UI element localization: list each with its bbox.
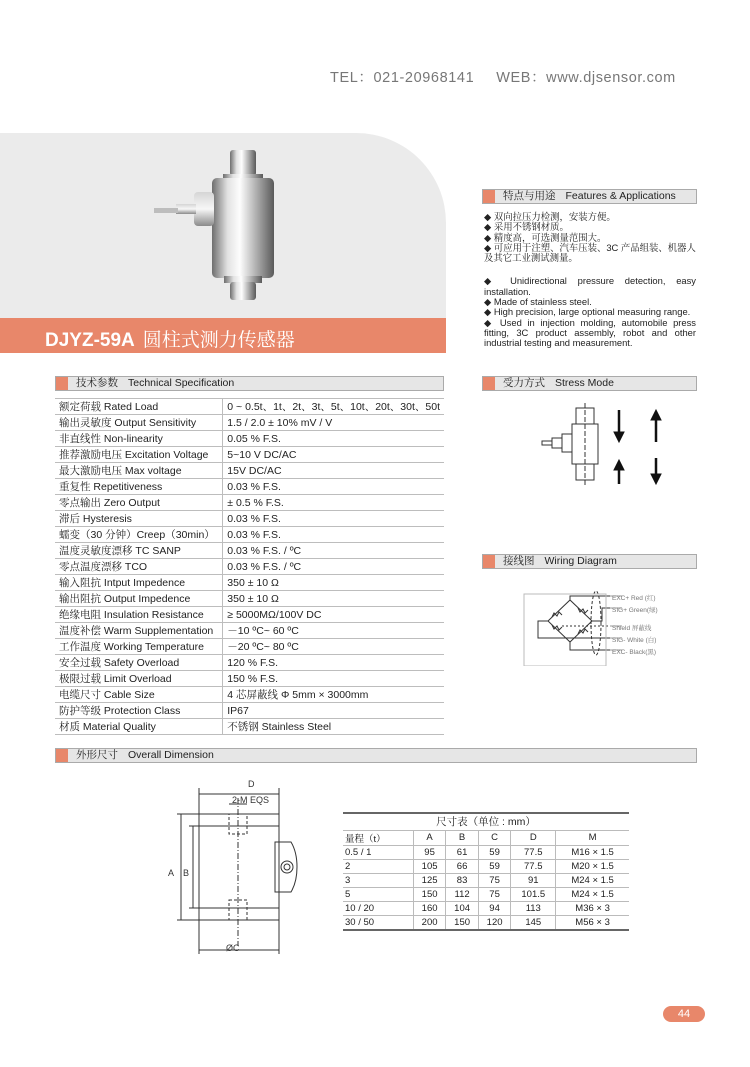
- spec-value: IP67: [223, 703, 444, 719]
- dimension-cell: 3: [343, 873, 413, 887]
- spec-key: 输出阻抗 Output Impedence: [55, 591, 223, 607]
- dimension-column-header: B: [446, 830, 479, 845]
- spec-table: [55, 398, 444, 735]
- dimension-cell: 59: [478, 845, 511, 859]
- spec-key: 安全过载 Safety Overload: [55, 655, 223, 671]
- dimension-cell: M24 × 1.5: [556, 873, 629, 887]
- spec-row: [55, 399, 444, 415]
- feature-cn-1: ◆ 双向拉压力检测，安装方便。: [484, 211, 616, 222]
- spec-key: 温度补偿 Warm Supplementation: [55, 623, 223, 639]
- spec-key: 工作温度 Working Temperature: [55, 639, 223, 655]
- dimension-cell: 61: [446, 845, 479, 859]
- tel-text: TEL：021-20968141: [330, 70, 475, 86]
- spec-value: 0.03 % F.S.: [223, 511, 444, 527]
- dimension-cell: 101.5: [511, 888, 556, 902]
- feature-en-4: ◆ Used in injection molding, automobile press fitting, 3C product assembly, robot and other industrial testing and measurement.: [484, 316, 696, 349]
- spec-key: 极限过载 Limit Overload: [55, 671, 223, 687]
- dimension-cell: M16 × 1.5: [556, 845, 629, 859]
- dimension-column-header: A: [413, 830, 446, 845]
- spec-value: 5~10 V DC/AC: [223, 447, 444, 463]
- spec-row: [55, 479, 444, 495]
- wire-label-shield: Shield 屏蔽线: [612, 625, 652, 632]
- product-title: [45, 325, 295, 352]
- feature-en-3: ◆ High precision, large optional measuring range.: [484, 306, 691, 318]
- dimension-cell: 91: [511, 873, 556, 887]
- spec-key: 输入阻抗 Intput Impedence: [55, 575, 223, 591]
- spec-value: 0.03 % F.S. / ºC: [223, 559, 444, 575]
- dimension-cell: 75: [478, 873, 511, 887]
- spec-value: －10 ºC~ 60 ºC: [223, 623, 444, 639]
- spec-value: 15V DC/AC: [223, 463, 444, 479]
- wire-label-exc-plus: EXC+ Red (红): [612, 595, 656, 602]
- spec-key: 滞后 Hysteresis: [55, 511, 223, 527]
- dimension-cell: 112: [446, 888, 479, 902]
- spec-key: 防护等级 Protection Class: [55, 703, 223, 719]
- spec-row: [55, 447, 444, 463]
- spec-row: [55, 655, 444, 671]
- dimension-cell: 94: [478, 902, 511, 916]
- spec-value: 350 ± 10 Ω: [223, 575, 444, 591]
- feature-cn-4: ◆ 可应用于注塑、汽车压装、3C 产品组装、机器人及其它工业测试测量。: [484, 241, 696, 264]
- dimension-cell: 145: [511, 916, 556, 930]
- spec-value: 0.05 % F.S.: [223, 431, 444, 447]
- features-text: [484, 212, 696, 349]
- dimension-row: [343, 859, 629, 873]
- spec-value: 150 % F.S.: [223, 671, 444, 687]
- spec-row: [55, 623, 444, 639]
- dimension-row: [343, 845, 629, 859]
- dimension-cell: 77.5: [511, 859, 556, 873]
- spec-value: 350 ± 10 Ω: [223, 591, 444, 607]
- dim-label-d: D: [248, 779, 255, 789]
- features-heading: 特点与用途 Features & Applications: [482, 189, 697, 204]
- spec-row: [55, 591, 444, 607]
- dimension-cell: M24 × 1.5: [556, 888, 629, 902]
- spec-key: 重复性 Repetitiveness: [55, 479, 223, 495]
- spec-value: 0 ~ 0.5t、1t、2t、3t、5t、10t、20t、30t、50t: [223, 399, 444, 415]
- wiring-heading: 接线图 Wiring Diagram: [482, 554, 697, 569]
- dim-label-c: ØC: [226, 943, 240, 953]
- dimension-cell: 30 / 50: [343, 916, 413, 930]
- spec-value: 4 芯屏蔽线 Φ 5mm × 3000mm: [223, 687, 444, 703]
- spec-row: [55, 639, 444, 655]
- dimension-row: [343, 902, 629, 916]
- spec-key: 额定荷载 Rated Load: [55, 399, 223, 415]
- spec-key: 蠕变（30 分钟）Creep（30min）: [55, 527, 223, 543]
- spec-value: －20 ºC~ 80 ºC: [223, 639, 444, 655]
- spec-key: 电缆尺寸 Cable Size: [55, 687, 223, 703]
- dimension-column-header: C: [478, 830, 511, 845]
- spec-key: 材质 Material Quality: [55, 719, 223, 735]
- dimension-cell: 10 / 20: [343, 902, 413, 916]
- feature-en-2: ◆ Made of stainless steel.: [484, 296, 592, 308]
- spec-value: 0.03 % F.S.: [223, 479, 444, 495]
- dimension-row: [343, 873, 629, 887]
- web-text: WEB：www.djsensor.com: [496, 70, 676, 86]
- product-name-cn: 圆柱式测力传感器: [142, 330, 295, 351]
- dimension-cell: 150: [413, 888, 446, 902]
- dimension-cell: 66: [446, 859, 479, 873]
- wire-label-sig-plus: SIG+ Green(绿): [612, 607, 658, 614]
- stress-mode-figure: [530, 398, 670, 493]
- dimension-cell: 120: [478, 916, 511, 930]
- dimension-row: [343, 888, 629, 902]
- dim-label-m: 2-M EQS: [232, 795, 270, 805]
- spec-row: [55, 543, 444, 559]
- contact-info: [330, 66, 676, 87]
- spec-row: [55, 431, 444, 447]
- dimension-cell: 125: [413, 873, 446, 887]
- spec-value: ± 0.5 % F.S.: [223, 495, 444, 511]
- feature-cn-3: ◆ 精度高，可选测量范围大。: [484, 231, 607, 243]
- spec-value: 0.03 % F.S. / ºC: [223, 543, 444, 559]
- spec-value: ≥ 5000MΩ/100V DC: [223, 607, 444, 623]
- dimension-cell: M56 × 3: [556, 916, 629, 930]
- dimension-row: [343, 916, 629, 930]
- dimension-cell: 2: [343, 859, 413, 873]
- spec-row: [55, 687, 444, 703]
- dimension-cell: 104: [446, 902, 479, 916]
- spec-row: [55, 671, 444, 687]
- spec-key: 推荐激励电压 Excitation Voltage: [55, 447, 223, 463]
- spec-row: [55, 719, 444, 735]
- dimension-cell: 5: [343, 888, 413, 902]
- spec-key: 非直线性 Non-linearity: [55, 431, 223, 447]
- spec-row: [55, 463, 444, 479]
- spec-value: 不锈钢 Stainless Steel: [223, 719, 444, 735]
- dimension-cell: 59: [478, 859, 511, 873]
- spec-row: [55, 559, 444, 575]
- dimension-column-header: M: [556, 830, 629, 845]
- model-name: DJYZ-59A: [45, 330, 135, 351]
- dim-label-a: A: [168, 868, 175, 878]
- dimension-table: [343, 812, 629, 931]
- page-number: 44: [663, 1006, 705, 1022]
- wire-label-sig-minus: SIG- White (白): [612, 637, 657, 644]
- dimension-cell: 75: [478, 888, 511, 902]
- spec-key: 输出灵敏度 Output Sensitivity: [55, 415, 223, 431]
- wire-label-exc-minus: EXC- Black(黑): [612, 649, 657, 656]
- spec-row: [55, 575, 444, 591]
- dimension-cell: M20 × 1.5: [556, 859, 629, 873]
- dimension-cell: 77.5: [511, 845, 556, 859]
- dimension-header-row: [343, 830, 629, 845]
- spec-heading: 技术参数 Technical Specification: [55, 376, 444, 391]
- spec-value: 1.5 / 2.0 ± 10% mV / V: [223, 415, 444, 431]
- dimension-cell: 160: [413, 902, 446, 916]
- dimension-cell: 200: [413, 916, 446, 930]
- spec-key: 零点温度漂移 TCO: [55, 559, 223, 575]
- dimension-cell: 113: [511, 902, 556, 916]
- spec-row: [55, 703, 444, 719]
- feature-cn-2: ◆ 采用不锈钢材质。: [484, 221, 569, 233]
- dimension-column-header: D: [511, 830, 556, 845]
- spec-key: 温度灵敏度漂移 TC SANP: [55, 543, 223, 559]
- sensor-photo: [150, 148, 310, 303]
- dimension-heading: 外形尺寸 Overall Dimension: [55, 748, 697, 763]
- spec-value: 120 % F.S.: [223, 655, 444, 671]
- spec-row: [55, 511, 444, 527]
- dimension-cell: 0.5 / 1: [343, 845, 413, 859]
- dimension-column-header: 量程（t）: [343, 830, 413, 845]
- dimension-table-caption: 尺寸表（单位 : mm）: [343, 813, 629, 830]
- spec-key: 绝缘电阻 Insulation Resistance: [55, 607, 223, 623]
- spec-row: [55, 527, 444, 543]
- spec-key: 最大激励电压 Max voltage: [55, 463, 223, 479]
- dimension-cell: 105: [413, 859, 446, 873]
- spec-row: [55, 607, 444, 623]
- stress-heading: 受力方式 Stress Mode: [482, 376, 697, 391]
- spec-key: 零点输出 Zero Output: [55, 495, 223, 511]
- spec-value: 0.03 % F.S.: [223, 527, 444, 543]
- dimension-cell: 83: [446, 873, 479, 887]
- dimension-cell: 95: [413, 845, 446, 859]
- dim-label-b: B: [183, 868, 190, 878]
- spec-row: [55, 495, 444, 511]
- dimension-cell: 150: [446, 916, 479, 930]
- dimension-cell: M36 × 3: [556, 902, 629, 916]
- spec-row: [55, 415, 444, 431]
- feature-en-1: ◆ Unidirectional pressure detection, easy installation.: [484, 275, 696, 297]
